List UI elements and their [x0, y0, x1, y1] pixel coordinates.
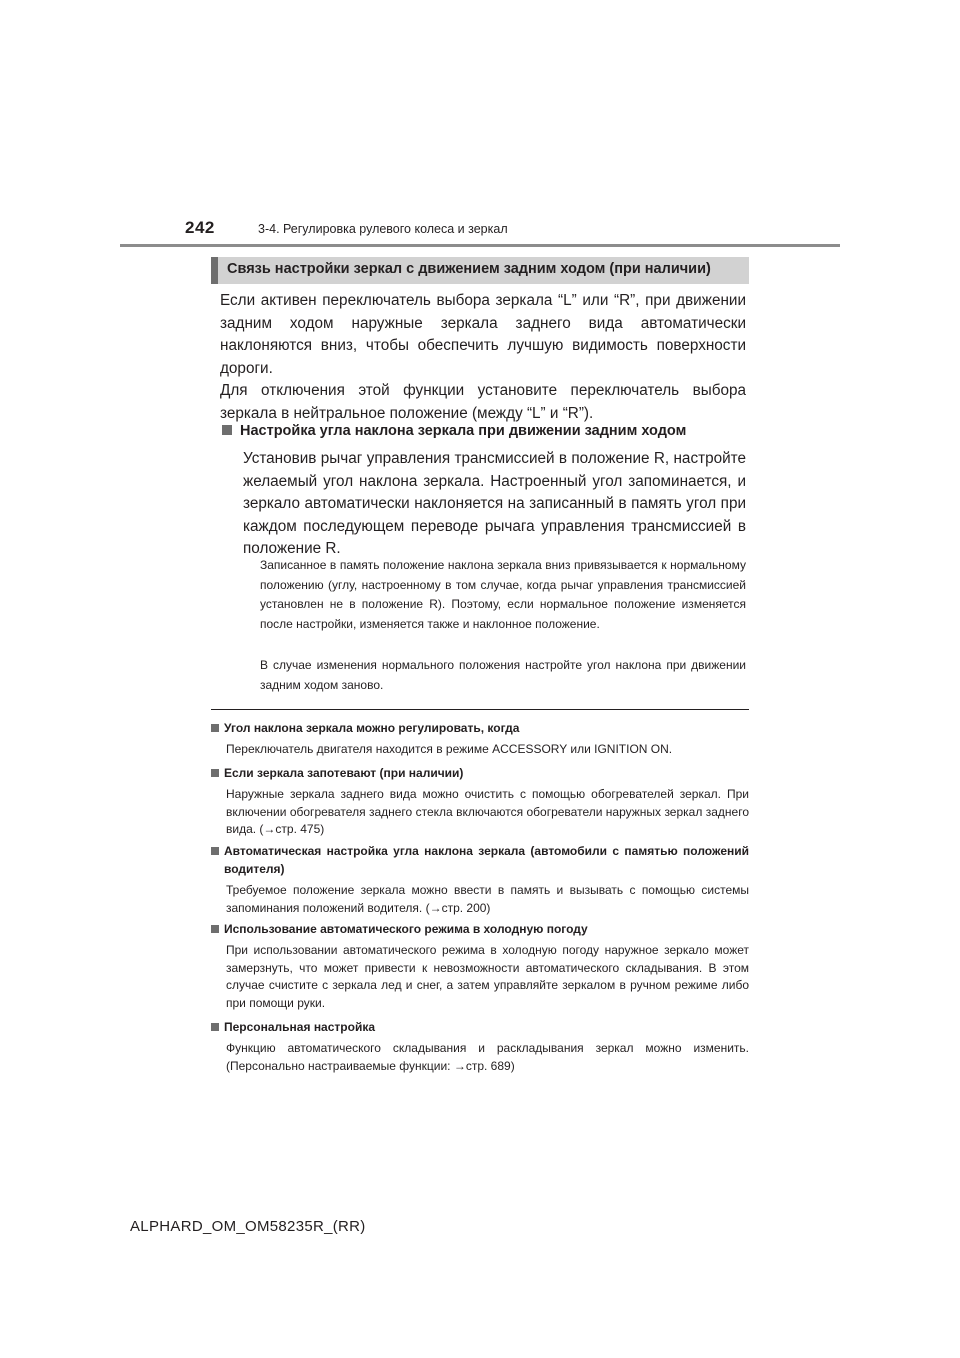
square-bullet-icon [222, 425, 232, 435]
info-text: Переключатель двигателя находится в режиме ACCESSORY или IGNITION ON. [226, 742, 673, 756]
subsection-heading-text: Настройка угла наклона зеркала при движении задним ходом [240, 423, 687, 439]
info-item [211, 1018, 749, 1075]
chapter-title: 3-4. Регулировка рулевого колеса и зеркал [258, 222, 508, 236]
section-heading [211, 257, 749, 284]
intro-paragraph: Для отключения этой функции установите переключатель выбора зеркала в нейтральное положение (между “L” и “R”). [220, 382, 746, 422]
note-text: В случае изменения нормального положения настройте угол наклона при движении задним ходом заново. [260, 658, 746, 692]
info-title [211, 842, 749, 878]
info-title [211, 719, 749, 737]
info-title-text: Угол наклона зеркала можно регулировать, когда [224, 721, 520, 735]
square-bullet-icon [211, 847, 219, 855]
document-code: ALPHARD_OM_OM58235R_(RR) [130, 1218, 366, 1235]
note [260, 556, 746, 634]
intro-paragraph: Если активен переключатель выбора зеркала “L” или “R”, при движении задним ходом наружные зеркала заднего вида автоматически наклоняются вниз, чтобы обеспечить лучшую видимость поверхности дороги. [220, 292, 746, 377]
info-item [211, 719, 749, 759]
square-bullet-icon [211, 724, 219, 732]
section-heading-text: Связь настройки зеркал с движением задним ходом (при наличии) [227, 261, 711, 277]
subsection-heading [222, 423, 752, 439]
info-item [211, 842, 749, 917]
square-bullet-icon [211, 769, 219, 777]
square-bullet-icon [211, 925, 219, 933]
info-text: Требуемое положение зеркала можно ввести в память и вызывать с помощью системы запоминания положений водителя. (→стр. 200) [226, 883, 749, 915]
square-bullet-icon [211, 1023, 219, 1031]
info-text: Функцию автоматического складывания и раскладывания зеркал можно изменить. (Персонально настраиваемые функции: →стр. 689) [226, 1041, 749, 1073]
subsection-paragraph: Установив рычаг управления трансмиссией в положение R, настройте желаемый угол наклона зеркала. Настроенный угол запоминается, и зеркало автоматически наклоняется на записанный в память угол при каждом последующем переводе рычага управления трансмиссией в положение R. [243, 450, 746, 557]
info-item [211, 920, 749, 1012]
info-title-text: Персональная настройка [224, 1020, 376, 1034]
info-item [211, 764, 749, 839]
subsection-body [243, 448, 746, 561]
info-title-text: Автоматическая настройка угла наклона зеркала (автомобили с памятью положений водителя) [224, 844, 749, 876]
note [260, 656, 746, 695]
info-title [211, 920, 749, 938]
info-text: Наружные зеркала заднего вида можно очистить с помощью обогревателей зеркал. При включении обогревателя заднего стекла включаются обогреватели наружных зеркал заднего вида. (→стр. 475) [226, 787, 749, 836]
info-title-text: Использование автоматического режима в холодную погоду [224, 922, 588, 936]
info-title [211, 1018, 749, 1036]
info-title-text: Если зеркала запотевают (при наличии) [224, 766, 464, 780]
page-number: 242 [185, 218, 215, 237]
header-rule [120, 244, 840, 247]
info-title [211, 764, 749, 782]
note-text: Записанное в память положение наклона зеркала вниз привязывается к нормальному положению (углу, настроенному в том случае, когда рычаг управления трансмиссией установлен не в положение R). Поэтому, если нормальное положение изменяется после настройки, изменяется также и наклонное положение. [260, 558, 746, 631]
info-text: При использовании автоматического режима в холодную погоду наружное зеркало может замерзнуть, что может привести к невозможности автоматического складывания. В этом случае счистите с зеркала лед и снег, а затем управляйте зеркалом в ручном режиме либо при помощи руки. [226, 943, 749, 1010]
section-divider [211, 709, 749, 710]
section-intro [220, 290, 746, 425]
